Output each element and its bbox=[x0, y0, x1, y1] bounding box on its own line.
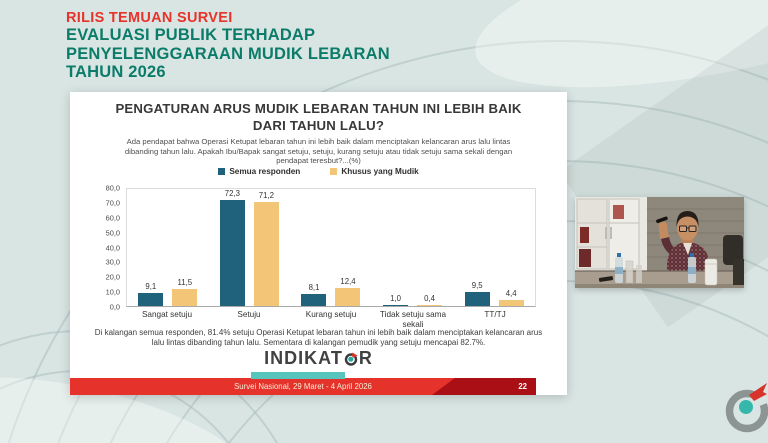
y-tick-label: 10,0 bbox=[105, 287, 120, 297]
header-title-line: PENYELENGGARAAN MUDIK LEBARAN bbox=[66, 44, 390, 63]
bar-value-label: 4,4 bbox=[505, 288, 517, 298]
footer-bar bbox=[70, 378, 536, 395]
logo-underline bbox=[251, 372, 345, 379]
x-labels bbox=[126, 310, 536, 330]
legend-label: Khusus yang Mudik bbox=[341, 167, 419, 176]
bar-value-label: 0,4 bbox=[424, 294, 435, 304]
bar bbox=[138, 281, 163, 306]
bar-value-label: 9,1 bbox=[145, 281, 157, 291]
bar-value-label: 12,4 bbox=[340, 276, 356, 286]
bar bbox=[301, 283, 326, 306]
bar bbox=[254, 190, 279, 306]
plot-area bbox=[126, 188, 536, 307]
bar-group bbox=[453, 189, 535, 306]
page-number: 22 bbox=[518, 382, 527, 391]
bar-group bbox=[372, 189, 454, 306]
bar bbox=[220, 189, 245, 306]
header-kicker: RILIS TEMUAN SURVEI bbox=[66, 10, 233, 26]
indikator-logo bbox=[70, 348, 567, 369]
indikator-logo-text: INDIKAT bbox=[264, 348, 343, 368]
bar-group bbox=[209, 189, 291, 306]
bar bbox=[383, 293, 408, 306]
x-category-label: Sangat setuju bbox=[141, 310, 193, 319]
bar bbox=[172, 278, 197, 306]
survey-question: Ada pendapat bahwa Operasi Ketupat lebaran tahun ini lebih baik dalam menciptakan kelancaran arus lalu lintas dibanding tahun lalu. Apakah Ibu/Bapak sangat setuju, setuju, kurang setuju atau tidak setuju sama sekali dengan pendapat teresbut?...(%) bbox=[124, 137, 513, 166]
y-tick-label: 60,0 bbox=[105, 213, 120, 223]
y-tick-label: 40,0 bbox=[105, 243, 120, 252]
x-category-label: Setuju bbox=[237, 310, 261, 319]
webcam-video bbox=[575, 197, 744, 288]
bar-value-label: 9,5 bbox=[471, 281, 483, 291]
x-category-label: Kurang setuju bbox=[305, 310, 357, 319]
y-tick-label: 0,0 bbox=[109, 302, 120, 312]
y-tick-label: 30,0 bbox=[105, 257, 120, 267]
presentation-slide bbox=[70, 92, 567, 395]
y-tick-label: 50,0 bbox=[105, 228, 120, 238]
indikator-logo-text: R bbox=[358, 348, 373, 368]
y-tick-label: 70,0 bbox=[105, 198, 120, 208]
y-tick-label: 20,0 bbox=[105, 272, 120, 282]
bar bbox=[465, 281, 490, 306]
header-title-line: TAHUN 2026 bbox=[66, 63, 166, 81]
slide-title-line: PENGATURAN ARUS MUDIK LEBARAN TAHUN INI LEBIH BAIK bbox=[115, 101, 522, 116]
y-axis bbox=[80, 183, 120, 312]
header bbox=[66, 10, 390, 82]
indikator-logo-mark-icon bbox=[344, 352, 358, 366]
bar-value-label: 72,3 bbox=[224, 189, 240, 199]
speaker-scene bbox=[575, 197, 744, 288]
legend-swatch-icon bbox=[218, 168, 225, 175]
bar-value-label: 1,0 bbox=[390, 293, 401, 303]
header-title-line: EVALUASI PUBLIK TERHADAP bbox=[66, 26, 316, 44]
slide-title bbox=[70, 101, 567, 134]
legend-label: Semua responden bbox=[229, 167, 301, 176]
footer-text: Survei Nasional, 29 Maret - 4 April 2026 bbox=[234, 382, 372, 391]
y-tick-label: 80,0 bbox=[105, 183, 120, 193]
bar-value-label: 71,2 bbox=[258, 190, 274, 200]
bar bbox=[499, 288, 524, 306]
x-category-label: Tidak setuju sama sekali bbox=[379, 310, 447, 329]
bar-value-label: 8,1 bbox=[308, 283, 320, 293]
bar-value-label: 11,5 bbox=[177, 278, 193, 288]
bar-group bbox=[290, 189, 372, 306]
slide-title-line: DARI TAHUN LALU? bbox=[252, 117, 385, 133]
chart-legend bbox=[70, 167, 567, 176]
indikator-circle-logo-icon bbox=[723, 381, 768, 443]
legend-swatch-icon bbox=[330, 168, 337, 175]
legend-item bbox=[218, 167, 300, 176]
legend-item bbox=[330, 167, 418, 176]
x-category-label: TT/TJ bbox=[484, 310, 506, 319]
finding-note: Di kalangan semua responden, 81.4% setuju Operasi Ketupat lebaran tahun ini lebih baik dalam menciptakan kelancaran arus lalu lintas dibanding tahun lalu. Sementara di kalangan pemudik yang setuju mencapai 82.7%. bbox=[94, 328, 543, 347]
bar bbox=[417, 294, 442, 306]
bar-group bbox=[127, 189, 209, 306]
bar bbox=[335, 276, 360, 306]
